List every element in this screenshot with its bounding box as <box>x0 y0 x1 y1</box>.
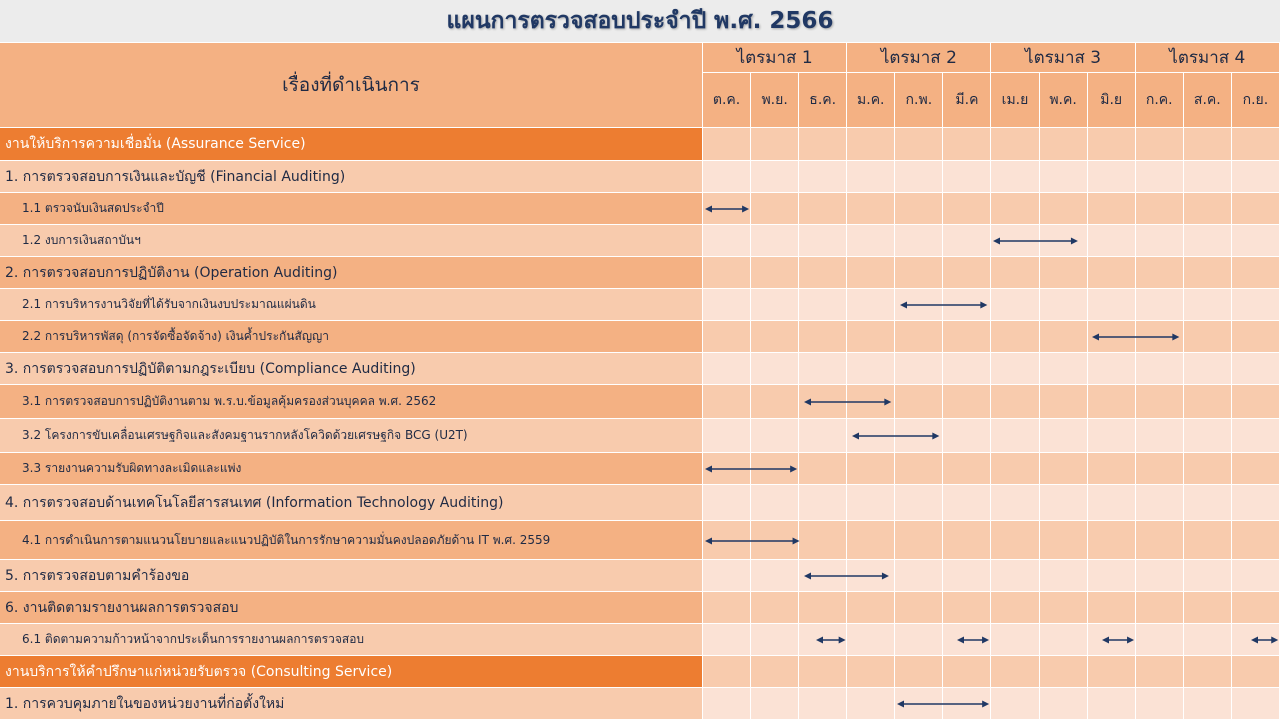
schedule-cell <box>799 521 847 560</box>
category-label: 1. การตรวจสอบการเงินและบัญชี (Financial Auditing) <box>0 161 703 193</box>
schedule-cell <box>1136 560 1184 592</box>
audit-plan-table <box>0 43 1280 720</box>
schedule-cell <box>1040 624 1088 656</box>
category-label: 3. การตรวจสอบการปฏิบัติตามกฎระเบียบ (Compliance Auditing) <box>0 353 703 385</box>
schedule-cell <box>895 592 943 624</box>
schedule-cell <box>703 560 751 592</box>
timeline-arrow <box>705 464 797 474</box>
schedule-cell <box>1136 385 1184 419</box>
schedule-cell <box>751 592 799 624</box>
header-month: มิ.ย <box>1088 73 1136 128</box>
schedule-cell <box>991 419 1039 453</box>
timeline-arrow <box>1102 635 1134 645</box>
header-month: ม.ค. <box>847 73 895 128</box>
schedule-cell <box>847 656 895 688</box>
schedule-cell <box>1232 560 1280 592</box>
section-header: งานบริการให้คำปรึกษาแก่หน่วยรับตรวจ (Consulting Service) <box>0 656 703 688</box>
schedule-cell <box>799 225 847 257</box>
schedule-cell <box>703 257 751 289</box>
schedule-cell <box>1040 419 1088 453</box>
schedule-cell <box>1136 624 1184 656</box>
schedule-cell <box>799 193 847 225</box>
category-label: 6. งานติดตามรายงานผลการตรวจสอบ <box>0 592 703 624</box>
header-quarter-1: ไตรมาส 1 <box>703 43 847 73</box>
schedule-cell <box>703 419 751 453</box>
schedule-cell <box>751 485 799 521</box>
schedule-cell <box>991 257 1039 289</box>
page-title: แผนการตรวจสอบประจำปี พ.ศ. 2566 <box>446 8 834 34</box>
schedule-cell <box>991 353 1039 385</box>
schedule-cell <box>1040 485 1088 521</box>
schedule-cell <box>847 289 895 321</box>
schedule-cell <box>751 321 799 353</box>
schedule-cell <box>751 385 799 419</box>
schedule-cell <box>751 289 799 321</box>
schedule-cell <box>1088 419 1136 453</box>
schedule-cell <box>1088 289 1136 321</box>
schedule-cell <box>799 453 847 485</box>
schedule-cell <box>1232 592 1280 624</box>
item-label: 6.1 ติดตามความก้าวหน้าจากประเด็นการรายงานผลการตรวจสอบ <box>0 624 703 656</box>
schedule-cell <box>895 321 943 353</box>
schedule-cell <box>1184 353 1232 385</box>
schedule-cell <box>943 560 991 592</box>
schedule-cell <box>847 257 895 289</box>
schedule-cell <box>991 385 1039 419</box>
schedule-cell <box>1136 353 1184 385</box>
schedule-cell <box>1232 225 1280 257</box>
item-label: 3.3 รายงานความรับผิดทางละเมิดและแพ่ง <box>0 453 703 485</box>
schedule-cell <box>703 688 751 720</box>
timeline-arrow <box>852 431 939 441</box>
schedule-cell <box>895 560 943 592</box>
schedule-cell <box>1184 624 1232 656</box>
schedule-cell <box>991 128 1039 161</box>
schedule-cell <box>943 128 991 161</box>
schedule-cell <box>1136 161 1184 193</box>
schedule-cell <box>799 419 847 453</box>
schedule-cell <box>1088 688 1136 720</box>
schedule-cell <box>703 353 751 385</box>
schedule-cell <box>895 161 943 193</box>
schedule-cell <box>1040 128 1088 161</box>
schedule-cell <box>1184 321 1232 353</box>
schedule-cell <box>799 656 847 688</box>
schedule-cell <box>1184 289 1232 321</box>
schedule-cell <box>703 624 751 656</box>
schedule-cell <box>1184 128 1232 161</box>
schedule-cell <box>751 353 799 385</box>
schedule-cell <box>1184 193 1232 225</box>
schedule-cell <box>1184 656 1232 688</box>
schedule-cell <box>991 453 1039 485</box>
schedule-cell <box>1184 485 1232 521</box>
schedule-cell <box>799 353 847 385</box>
schedule-cell <box>1184 688 1232 720</box>
item-label: 2.2 การบริหารพัสดุ (การจัดซื้อจัดจ้าง) เงินค้ำประกันสัญญา <box>0 321 703 353</box>
schedule-cell <box>943 485 991 521</box>
schedule-cell <box>703 128 751 161</box>
schedule-cell <box>751 624 799 656</box>
category-label: 4. การตรวจสอบด้านเทคโนโลยีสารสนเทศ (Information Technology Auditing) <box>0 485 703 521</box>
schedule-cell <box>751 560 799 592</box>
schedule-cell <box>1040 592 1088 624</box>
schedule-cell <box>1088 385 1136 419</box>
schedule-cell <box>1040 385 1088 419</box>
schedule-cell <box>895 225 943 257</box>
schedule-cell <box>943 592 991 624</box>
schedule-cell <box>1184 419 1232 453</box>
item-label: 4.1 การดำเนินการตามแนวนโยบายและแนวปฏิบัติในการรักษาความมั่นคงปลอดภัยด้าน IT พ.ศ. 2559 <box>0 521 703 560</box>
schedule-cell <box>1184 560 1232 592</box>
schedule-cell <box>1040 161 1088 193</box>
schedule-cell <box>703 161 751 193</box>
schedule-cell <box>895 257 943 289</box>
schedule-cell <box>1184 161 1232 193</box>
timeline-arrow <box>897 699 989 709</box>
schedule-cell <box>799 592 847 624</box>
schedule-cell <box>847 624 895 656</box>
header-quarter-4: ไตรมาส 4 <box>1136 43 1280 73</box>
category-label: 1. การควบคุมภายในของหน่วยงานที่ก่อตั้งใหม่ <box>0 688 703 720</box>
schedule-cell <box>1136 521 1184 560</box>
timeline-arrow <box>993 236 1078 246</box>
schedule-cell <box>991 688 1039 720</box>
schedule-cell <box>1040 289 1088 321</box>
schedule-cell <box>943 353 991 385</box>
schedule-cell <box>1088 453 1136 485</box>
schedule-cell <box>847 453 895 485</box>
schedule-cell <box>991 624 1039 656</box>
schedule-cell <box>943 193 991 225</box>
schedule-cell <box>1136 656 1184 688</box>
schedule-cell <box>703 485 751 521</box>
schedule-cell <box>1088 592 1136 624</box>
schedule-cell <box>895 485 943 521</box>
schedule-cell <box>847 353 895 385</box>
item-label: 3.2 โครงการขับเคลื่อนเศรษฐกิจและสังคมฐานรากหลังโควิดด้วยเศรษฐกิจ BCG (U2T) <box>0 419 703 453</box>
header-month: ธ.ค. <box>799 73 847 128</box>
header-month: ก.พ. <box>895 73 943 128</box>
schedule-cell <box>991 321 1039 353</box>
schedule-cell <box>1136 485 1184 521</box>
header-topic: เรื่องที่ดำเนินการ <box>0 43 703 128</box>
schedule-cell <box>895 193 943 225</box>
schedule-cell <box>1184 385 1232 419</box>
schedule-cell <box>1136 193 1184 225</box>
schedule-cell <box>991 485 1039 521</box>
schedule-cell <box>799 485 847 521</box>
item-label: 1.1 ตรวจนับเงินสดประจำปี <box>0 193 703 225</box>
schedule-cell <box>1040 560 1088 592</box>
timeline-arrow <box>804 571 889 581</box>
schedule-cell <box>991 521 1039 560</box>
item-label: 3.1 การตรวจสอบการปฏิบัติงานตาม พ.ร.บ.ข้อมูลคุ้มครองส่วนบุคคล พ.ศ. 2562 <box>0 385 703 419</box>
header-month: มี.ค <box>943 73 991 128</box>
header-month: ต.ค. <box>703 73 751 128</box>
schedule-cell <box>1232 257 1280 289</box>
schedule-cell <box>1232 321 1280 353</box>
schedule-cell <box>1136 128 1184 161</box>
schedule-cell <box>1232 193 1280 225</box>
schedule-cell <box>991 161 1039 193</box>
schedule-cell <box>991 592 1039 624</box>
schedule-cell <box>847 225 895 257</box>
schedule-cell <box>943 257 991 289</box>
schedule-cell <box>943 656 991 688</box>
schedule-cell <box>1040 257 1088 289</box>
header-month: ก.ค. <box>1136 73 1184 128</box>
schedule-cell <box>1088 521 1136 560</box>
schedule-cell <box>703 321 751 353</box>
schedule-cell <box>895 353 943 385</box>
schedule-cell <box>895 656 943 688</box>
header-month: พ.ค. <box>1040 73 1088 128</box>
schedule-cell <box>751 193 799 225</box>
schedule-cell <box>799 289 847 321</box>
schedule-cell <box>751 128 799 161</box>
timeline-arrow <box>1251 635 1278 645</box>
schedule-cell <box>703 385 751 419</box>
schedule-cell <box>1232 289 1280 321</box>
header-month: พ.ย. <box>751 73 799 128</box>
schedule-cell <box>847 161 895 193</box>
schedule-cell <box>1088 560 1136 592</box>
schedule-cell <box>1232 688 1280 720</box>
schedule-cell <box>1088 161 1136 193</box>
schedule-cell <box>943 321 991 353</box>
schedule-cell <box>751 225 799 257</box>
schedule-cell <box>991 289 1039 321</box>
schedule-cell <box>1232 521 1280 560</box>
schedule-cell <box>1184 592 1232 624</box>
schedule-cell <box>895 624 943 656</box>
schedule-cell <box>703 656 751 688</box>
schedule-cell <box>799 257 847 289</box>
schedule-cell <box>1088 656 1136 688</box>
schedule-cell <box>703 289 751 321</box>
schedule-cell <box>1232 485 1280 521</box>
schedule-cell <box>1184 225 1232 257</box>
schedule-cell <box>847 128 895 161</box>
schedule-cell <box>799 161 847 193</box>
schedule-cell <box>943 419 991 453</box>
schedule-cell <box>847 688 895 720</box>
title-bar <box>0 0 1280 42</box>
section-header: งานให้บริการความเชื่อมั่น (Assurance Service) <box>0 128 703 161</box>
schedule-cell <box>1040 656 1088 688</box>
timeline-arrow <box>705 536 800 546</box>
schedule-cell <box>991 193 1039 225</box>
schedule-cell <box>1184 453 1232 485</box>
timeline-arrow <box>957 635 989 645</box>
schedule-cell <box>1232 419 1280 453</box>
header-quarter-2: ไตรมาส 2 <box>847 43 991 73</box>
schedule-cell <box>1232 128 1280 161</box>
schedule-cell <box>847 321 895 353</box>
category-label: 2. การตรวจสอบการปฏิบัติงาน (Operation Auditing) <box>0 257 703 289</box>
schedule-cell <box>991 560 1039 592</box>
schedule-cell <box>1040 193 1088 225</box>
schedule-cell <box>895 385 943 419</box>
schedule-cell <box>847 592 895 624</box>
header-quarter-3: ไตรมาส 3 <box>991 43 1135 73</box>
schedule-cell <box>895 521 943 560</box>
schedule-cell <box>1184 521 1232 560</box>
schedule-cell <box>943 385 991 419</box>
schedule-cell <box>847 521 895 560</box>
schedule-cell <box>1136 453 1184 485</box>
schedule-cell <box>751 161 799 193</box>
schedule-cell <box>943 453 991 485</box>
category-label: 5. การตรวจสอบตามคำร้องขอ <box>0 560 703 592</box>
item-label: 1.2 งบการเงินสถาบันฯ <box>0 225 703 257</box>
schedule-cell <box>703 225 751 257</box>
timeline-arrow <box>816 635 846 645</box>
schedule-cell <box>1040 353 1088 385</box>
header-month: ก.ย. <box>1232 73 1280 128</box>
header-month: ส.ค. <box>1184 73 1232 128</box>
schedule-cell <box>1232 385 1280 419</box>
timeline-arrow <box>1092 332 1179 342</box>
schedule-cell <box>1088 193 1136 225</box>
schedule-cell <box>1136 289 1184 321</box>
schedule-cell <box>943 521 991 560</box>
schedule-cell <box>1040 521 1088 560</box>
header-month: เม.ย <box>991 73 1039 128</box>
schedule-cell <box>943 161 991 193</box>
schedule-cell <box>1184 257 1232 289</box>
schedule-cell <box>1088 485 1136 521</box>
schedule-cell <box>1088 353 1136 385</box>
schedule-cell <box>1232 656 1280 688</box>
schedule-cell <box>799 688 847 720</box>
schedule-cell <box>1088 128 1136 161</box>
schedule-cell <box>1232 353 1280 385</box>
schedule-cell <box>1088 225 1136 257</box>
schedule-cell <box>751 257 799 289</box>
schedule-cell <box>1136 688 1184 720</box>
schedule-cell <box>751 688 799 720</box>
timeline-arrow <box>900 300 987 310</box>
schedule-cell <box>1088 257 1136 289</box>
schedule-cell <box>1040 453 1088 485</box>
schedule-cell <box>1232 161 1280 193</box>
schedule-cell <box>751 656 799 688</box>
schedule-cell <box>799 321 847 353</box>
timeline-arrow <box>705 204 749 214</box>
schedule-cell <box>799 128 847 161</box>
schedule-cell <box>1232 453 1280 485</box>
item-label: 2.1 การบริหารงานวิจัยที่ได้รับจากเงินงบประมาณแผ่นดิน <box>0 289 703 321</box>
schedule-cell <box>895 128 943 161</box>
schedule-cell <box>991 656 1039 688</box>
schedule-cell <box>1136 257 1184 289</box>
timeline-arrow <box>804 397 891 407</box>
schedule-cell <box>703 592 751 624</box>
schedule-cell <box>1040 321 1088 353</box>
schedule-cell <box>847 485 895 521</box>
schedule-cell <box>1136 419 1184 453</box>
schedule-cell <box>751 419 799 453</box>
schedule-cell <box>1040 688 1088 720</box>
schedule-cell <box>895 453 943 485</box>
schedule-cell <box>847 193 895 225</box>
schedule-cell <box>1136 592 1184 624</box>
schedule-cell <box>1136 225 1184 257</box>
schedule-cell <box>943 225 991 257</box>
